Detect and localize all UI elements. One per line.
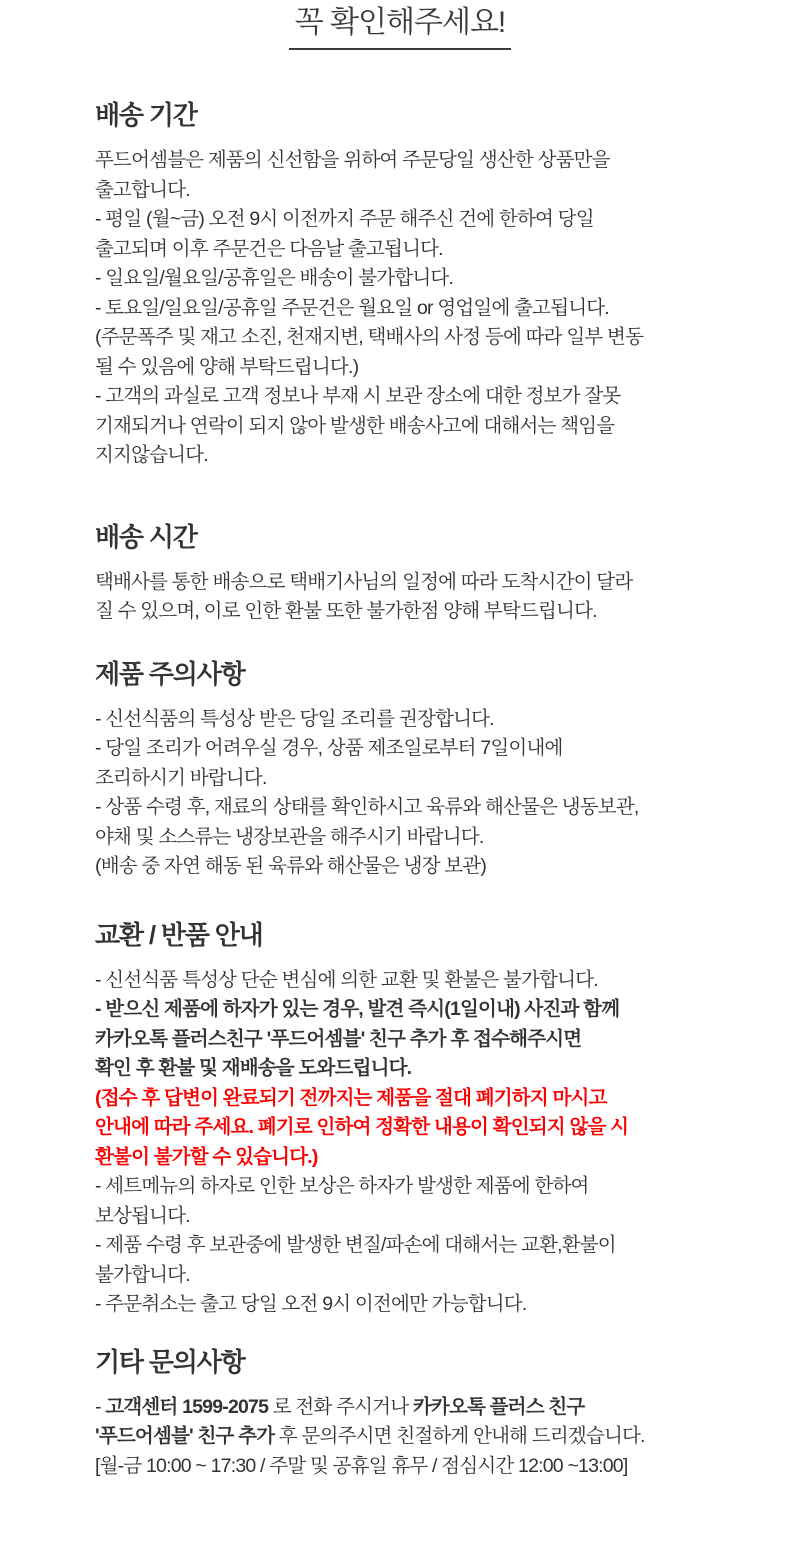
text-segment: '푸드어셈블' 친구 추가 — [95, 1425, 275, 1447]
text-segment: 환불이 불가할 수 있습니다.) — [95, 1145, 318, 1168]
section-paragraph — [95, 966, 740, 1320]
text-segment: - 토요일/일요일/공휴일 주문건은 월요일 or 영업일에 출고됩니다. — [95, 296, 609, 319]
text-segment: - 세트메뉴의 하자로 인한 보상은 하자가 발생한 제품에 한하여 — [95, 1175, 589, 1197]
text-line — [95, 1172, 740, 1202]
text-line — [95, 323, 740, 353]
text-line — [95, 294, 740, 324]
section-paragraph — [95, 1393, 740, 1482]
text-line — [95, 764, 740, 794]
notice-section — [95, 99, 740, 471]
text-line — [95, 734, 740, 764]
text-segment: 고객센터 1599-2075 — [105, 1395, 269, 1418]
notice-header — [0, 0, 800, 50]
text-line — [95, 205, 740, 235]
text-segment: 확인 후 환불 및 재배송을 도와드립니다. — [95, 1057, 412, 1079]
section-heading: 제품 주의사항 — [95, 658, 245, 689]
text-segment: - 제품 수령 후 보관중에 발생한 변질/파손에 대해서는 교환,환불이 — [95, 1234, 616, 1256]
text-line — [95, 1452, 740, 1482]
text-segment: (접수 후 답변이 완료되기 전까지는 제품을 절대 폐기하지 마시고 — [95, 1086, 607, 1109]
notice-section — [95, 658, 740, 882]
text-segment: 카카오톡 플러스 친구 — [412, 1395, 585, 1418]
text-segment: 푸드어셈블은 제품의 신선함을 위하여 주문당일 생산한 상품만을 — [95, 149, 610, 171]
text-line — [95, 966, 740, 996]
text-segment: (배송 중 자연 해동 된 육류와 해산물은 냉장 보관) — [95, 855, 487, 877]
text-segment: 조리하시기 바랍니다. — [95, 766, 267, 789]
text-line — [95, 1393, 740, 1423]
notice-section — [95, 919, 740, 1320]
text-line — [95, 823, 740, 853]
section-paragraph — [95, 568, 740, 627]
text-segment: 출고되며 이후 주문건은 다음날 출고됩니다. — [95, 237, 443, 260]
text-segment: - 고객의 과실로 고객 정보나 부재 시 보관 장소에 대한 정보가 잘못 — [95, 385, 621, 407]
text-line — [95, 1422, 740, 1452]
text-line — [95, 235, 740, 265]
section-heading: 기타 문의사항 — [95, 1346, 245, 1377]
notice-sections — [0, 99, 800, 1481]
text-line — [95, 1054, 740, 1084]
text-segment: - — [95, 1395, 106, 1418]
text-line — [95, 1231, 740, 1261]
text-segment: 출고합니다. — [95, 178, 190, 201]
text-line — [95, 1143, 740, 1173]
text-line — [95, 146, 740, 176]
text-segment: 로 전화 주시거나 — [268, 1395, 413, 1418]
text-segment: 후 문의주시면 친절하게 안내해 드리겠습니다. — [274, 1425, 645, 1447]
text-line — [95, 412, 740, 442]
text-line — [95, 1084, 740, 1114]
text-segment: - 신선식품의 특성상 받은 당일 조리를 권장합니다. — [95, 707, 494, 730]
text-segment: 기재되거나 연락이 되지 않아 발생한 배송사고에 대해서는 책임을 — [95, 414, 615, 437]
text-segment: 될 수 있음에 양해 부탁드립니다.) — [95, 355, 359, 378]
text-line — [95, 353, 740, 383]
text-segment: - 일요일/월요일/공휴일은 배송이 불가합니다. — [95, 267, 454, 289]
text-line — [95, 176, 740, 206]
text-segment: - 신선식품 특성상 단순 변심에 의한 교환 및 환불은 불가합니다. — [95, 968, 598, 991]
text-segment: - 받으신 제품에 하자가 있는 경우, 발견 즉시(1일이내) 사진과 함께 — [95, 998, 620, 1020]
text-segment: 카카오톡 플러스친구 '푸드어셈블' 친구 추가 후 접수해주시면 — [95, 1027, 582, 1050]
text-line — [95, 793, 740, 823]
page-title: 꼭 확인해주세요! — [289, 5, 512, 50]
text-line — [95, 1202, 740, 1232]
text-segment: 불가합니다. — [95, 1263, 190, 1286]
text-segment: 지지않습니다. — [95, 444, 208, 466]
text-line — [95, 705, 740, 735]
section-heading: 배송 기간 — [95, 100, 197, 130]
text-segment: (주문폭주 및 재고 소진, 천재지변, 택배사의 사정 등에 따라 일부 변동 — [95, 326, 644, 348]
text-segment: [월-금 10:00 ~ 17:30 / 주말 및 공휴일 휴무 / 점심시간 12:00 ~13:00] — [95, 1454, 628, 1477]
section-paragraph — [95, 146, 740, 471]
notice-section — [95, 521, 740, 627]
text-segment: 안내에 따라 주세요. 폐기로 인하여 정확한 내용이 확인되지 않을 시 — [95, 1116, 629, 1138]
text-line — [95, 264, 740, 294]
section-heading: 배송 시간 — [95, 521, 197, 552]
text-segment: 야채 및 소스류는 냉장보관을 해주시기 바랍니다. — [95, 825, 484, 848]
text-line — [95, 995, 740, 1025]
text-segment: 택배사를 통한 배송으로 택배기사님의 일정에 따라 도착시간이 달라 — [95, 570, 633, 593]
text-line — [95, 1261, 740, 1291]
text-line — [95, 597, 740, 627]
text-line — [95, 568, 740, 598]
text-line — [95, 382, 740, 412]
text-segment: - 상품 수령 후, 재료의 상태를 확인하시고 육류와 해산물은 냉동보관, — [95, 796, 639, 818]
text-segment: - 평일 (월~금) 오전 9시 이전까지 주문 해주신 건에 한하여 당일 — [95, 208, 594, 230]
text-line — [95, 1113, 740, 1143]
notice-section — [95, 1346, 740, 1482]
text-line — [95, 1290, 740, 1320]
text-segment: 보상됩니다. — [95, 1204, 190, 1227]
section-paragraph — [95, 705, 740, 882]
text-line — [95, 441, 740, 471]
text-segment: - 당일 조리가 어려우실 경우, 상품 제조일로부터 7일이내에 — [95, 737, 563, 759]
text-segment: 질 수 있으며, 이로 인한 환불 또한 불가한점 양해 부탁드립니다. — [95, 600, 597, 622]
section-heading: 교환 / 반품 안내 — [95, 919, 263, 950]
text-line — [95, 1025, 740, 1055]
text-line — [95, 852, 740, 882]
text-segment: - 주문취소는 출고 당일 오전 9시 이전에만 가능합니다. — [95, 1293, 527, 1315]
